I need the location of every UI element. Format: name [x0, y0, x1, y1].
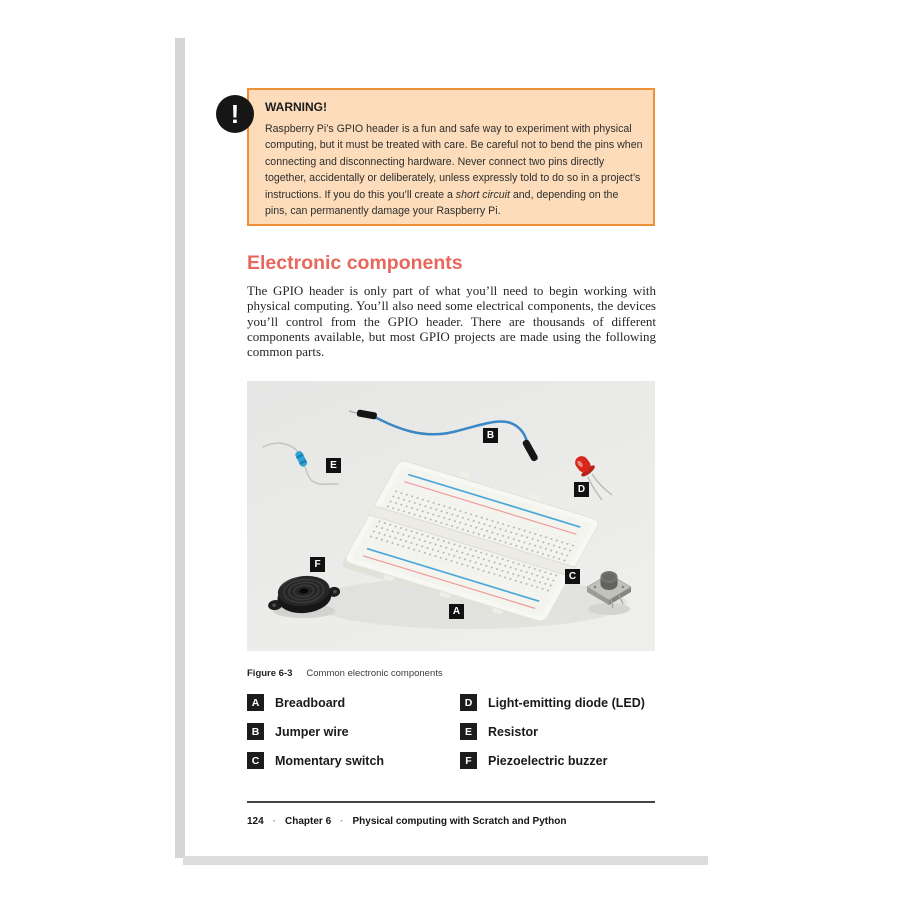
legend-item-led [460, 694, 645, 711]
footer-separator: · [272, 816, 277, 827]
footer [247, 816, 566, 827]
legend-label-led: Light-emitting diode (LED) [488, 695, 645, 710]
footer-rule [247, 801, 655, 803]
legend-item-momentary-switch [247, 752, 384, 769]
page-number: 124 [247, 816, 264, 827]
exclamation-icon [216, 95, 254, 133]
legend-key-f: F [460, 752, 477, 769]
legend-item-breadboard [247, 694, 345, 711]
figure-caption-text: Common electronic components [306, 668, 443, 679]
figure-photo [247, 381, 655, 651]
footer-separator: · [340, 816, 344, 827]
section-heading: Electronic components [247, 252, 463, 274]
warning-body-end: and, depending on the pins, can permanently damage your Raspberry Pi. [265, 188, 619, 218]
legend-label-momentary-switch: Momentary switch [275, 753, 385, 768]
exclamation-glyph: ! [230, 99, 240, 129]
figure-marker-c: C [565, 569, 580, 584]
legend-key-b: B [247, 723, 264, 740]
footer-book-title: Physical computing with Scratch and Python [352, 816, 567, 827]
figure-marker-d: D [574, 482, 589, 497]
warning-callout [247, 88, 655, 226]
figure-marker-f: F [310, 557, 325, 572]
legend-key-e: E [460, 723, 477, 740]
legend-label-jumper-wire: Jumper wire [275, 724, 349, 739]
page-bottom-shadow [183, 856, 708, 865]
legend-label-breadboard: Breadboard [275, 695, 346, 710]
legend-item-resistor [460, 723, 538, 740]
legend-item-jumper-wire [247, 723, 349, 740]
figure-marker-b: B [483, 428, 498, 443]
footer-chapter: Chapter 6 [285, 816, 332, 827]
legend-key-a: A [247, 694, 264, 711]
section-paragraph: The GPIO header is only part of what you’ll need to begin working with physical computing. You’ll also need some electrical components, the devices you’ll control from the GPIO header. There are thousands of different components available, but most GPIO projects are made using the following common parts. [247, 283, 656, 360]
legend-key-c: C [247, 752, 264, 769]
page-left-edge [175, 38, 185, 858]
figure-caption-label: Figure 6-3 [247, 668, 293, 679]
warning-body-start: Raspberry Pi’s GPIO header is a fun and safe way to experiment with physical computing, but it must be treated with care. Be careful not to bend the pins when connecting and disconnecting hardware. Never connect two pins directly together, accidentally or deliberately, unless expressly told to do so in a project’s instructions. If you do this you’ll create a [265, 123, 643, 201]
warning-title: WARNING! [265, 100, 327, 114]
figure-marker-e: E [326, 458, 341, 473]
legend-item-buzzer [460, 752, 608, 769]
legend-label-buzzer: Piezoelectric buzzer [488, 753, 608, 768]
figure-caption [247, 668, 443, 679]
warning-body [265, 121, 643, 219]
warning-body-italic: short circuit [455, 188, 510, 201]
figure-marker-a: A [449, 604, 464, 619]
legend-label-resistor: Resistor [488, 724, 539, 739]
legend-key-d: D [460, 694, 477, 711]
